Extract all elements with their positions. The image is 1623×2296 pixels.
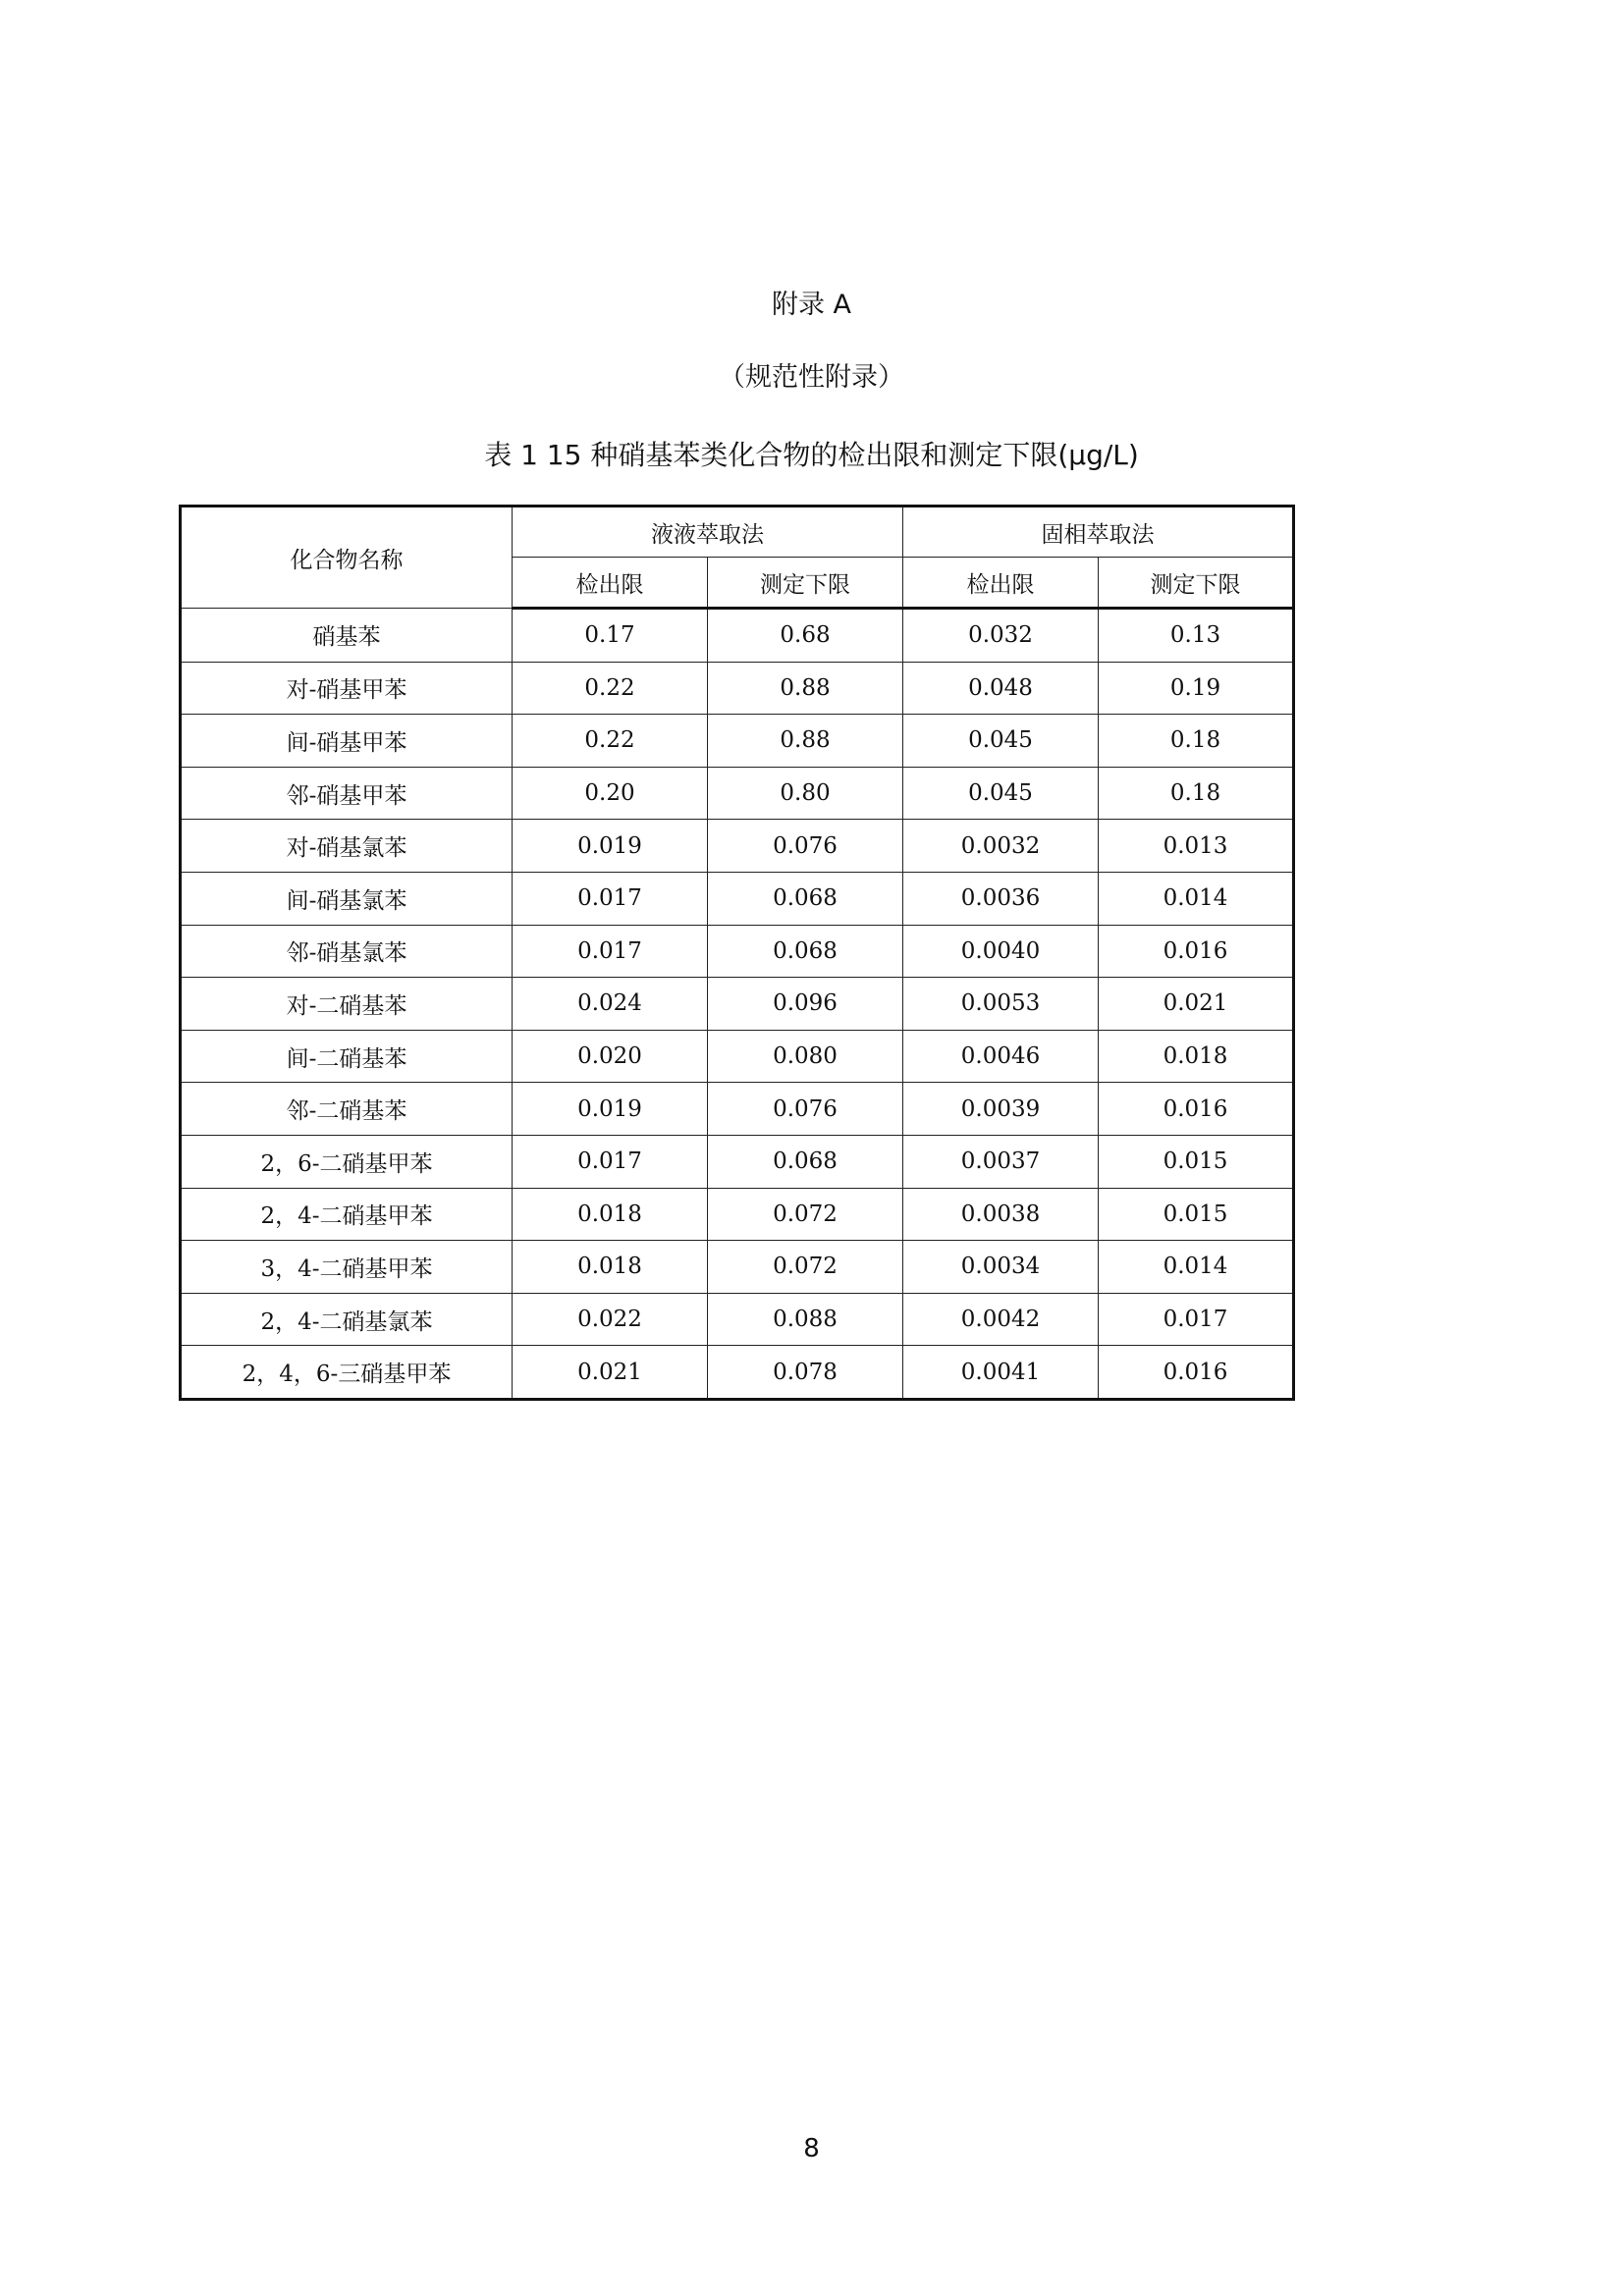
table-row <box>181 715 1294 768</box>
spe-detection-limit-cell: 0.0042 <box>903 1293 1099 1346</box>
table-row <box>181 925 1294 978</box>
compound-name-cell: 邻-硝基氯苯 <box>181 925 513 978</box>
spe-detection-limit-cell: 0.0038 <box>903 1188 1099 1241</box>
header-lle-quantitation-limit: 测定下限 <box>708 558 903 609</box>
table-row <box>181 1241 1294 1294</box>
table-row <box>181 1135 1294 1188</box>
lle-detection-limit-cell: 0.020 <box>513 1030 708 1083</box>
spe-quantitation-limit-cell: 0.19 <box>1099 662 1294 715</box>
spe-quantitation-limit-cell: 0.021 <box>1099 978 1294 1031</box>
spe-quantitation-limit-cell: 0.016 <box>1099 1346 1294 1400</box>
compound-name-cell: 3，4-二硝基甲苯 <box>181 1241 513 1294</box>
spe-detection-limit-cell: 0.0037 <box>903 1135 1099 1188</box>
lle-detection-limit-cell: 0.022 <box>513 1293 708 1346</box>
spe-detection-limit-cell: 0.0036 <box>903 872 1099 925</box>
lle-detection-limit-cell: 0.22 <box>513 715 708 768</box>
spe-detection-limit-cell: 0.0041 <box>903 1346 1099 1400</box>
lle-detection-limit-cell: 0.019 <box>513 1083 708 1136</box>
spe-quantitation-limit-cell: 0.014 <box>1099 872 1294 925</box>
header-spe-quantitation-limit: 测定下限 <box>1099 558 1294 609</box>
lle-quantitation-limit-cell: 0.076 <box>708 820 903 873</box>
lle-quantitation-limit-cell: 0.68 <box>708 609 903 663</box>
lle-detection-limit-cell: 0.021 <box>513 1346 708 1400</box>
lle-quantitation-limit-cell: 0.096 <box>708 978 903 1031</box>
appendix-title: 附录 A <box>771 290 852 320</box>
spe-quantitation-limit-cell: 0.015 <box>1099 1135 1294 1188</box>
spe-detection-limit-cell: 0.045 <box>903 767 1099 820</box>
header-spe-detection-limit: 检出限 <box>903 558 1099 609</box>
lle-detection-limit-cell: 0.018 <box>513 1188 708 1241</box>
table-row <box>181 1346 1294 1400</box>
appendix-note: （规范性附录） <box>719 362 904 393</box>
spe-detection-limit-cell: 0.0053 <box>903 978 1099 1031</box>
compound-name-cell: 对-硝基甲苯 <box>181 662 513 715</box>
compound-name-cell: 间-硝基甲苯 <box>181 715 513 768</box>
compound-name-cell: 2，6-二硝基甲苯 <box>181 1135 513 1188</box>
lle-detection-limit-cell: 0.20 <box>513 767 708 820</box>
lle-detection-limit-cell: 0.017 <box>513 925 708 978</box>
spe-quantitation-limit-cell: 0.014 <box>1099 1241 1294 1294</box>
lle-quantitation-limit-cell: 0.078 <box>708 1346 903 1400</box>
lle-detection-limit-cell: 0.017 <box>513 1135 708 1188</box>
spe-detection-limit-cell: 0.0040 <box>903 925 1099 978</box>
header-lle-detection-limit: 检出限 <box>513 558 708 609</box>
table-row <box>181 767 1294 820</box>
lle-detection-limit-cell: 0.017 <box>513 872 708 925</box>
lle-quantitation-limit-cell: 0.80 <box>708 767 903 820</box>
header-liquid-liquid-extraction: 液液萃取法 <box>513 507 903 558</box>
table-row <box>181 1030 1294 1083</box>
lle-quantitation-limit-cell: 0.88 <box>708 715 903 768</box>
lle-quantitation-limit-cell: 0.88 <box>708 662 903 715</box>
compound-name-cell: 2，4-二硝基甲苯 <box>181 1188 513 1241</box>
compound-name-cell: 对-硝基氯苯 <box>181 820 513 873</box>
page-number: 8 <box>803 2134 820 2163</box>
spe-detection-limit-cell: 0.032 <box>903 609 1099 663</box>
compound-name-cell: 2，4，6-三硝基甲苯 <box>181 1346 513 1400</box>
spe-quantitation-limit-cell: 0.017 <box>1099 1293 1294 1346</box>
table-row <box>181 1188 1294 1241</box>
lle-quantitation-limit-cell: 0.068 <box>708 1135 903 1188</box>
table-row <box>181 1083 1294 1136</box>
spe-detection-limit-cell: 0.0046 <box>903 1030 1099 1083</box>
compound-name-cell: 间-硝基氯苯 <box>181 872 513 925</box>
lle-detection-limit-cell: 0.17 <box>513 609 708 663</box>
table-header-row <box>181 507 1294 558</box>
spe-quantitation-limit-cell: 0.015 <box>1099 1188 1294 1241</box>
lle-quantitation-limit-cell: 0.068 <box>708 925 903 978</box>
spe-detection-limit-cell: 0.045 <box>903 715 1099 768</box>
lle-quantitation-limit-cell: 0.088 <box>708 1293 903 1346</box>
spe-quantitation-limit-cell: 0.013 <box>1099 820 1294 873</box>
spe-quantitation-limit-cell: 0.13 <box>1099 609 1294 663</box>
spe-quantitation-limit-cell: 0.018 <box>1099 1030 1294 1083</box>
lle-detection-limit-cell: 0.22 <box>513 662 708 715</box>
lle-quantitation-limit-cell: 0.072 <box>708 1188 903 1241</box>
header-compound-name: 化合物名称 <box>181 507 513 609</box>
lle-detection-limit-cell: 0.024 <box>513 978 708 1031</box>
compound-name-cell: 硝基苯 <box>181 609 513 663</box>
spe-detection-limit-cell: 0.0032 <box>903 820 1099 873</box>
lle-quantitation-limit-cell: 0.080 <box>708 1030 903 1083</box>
table-row <box>181 609 1294 663</box>
table-row <box>181 820 1294 873</box>
spe-quantitation-limit-cell: 0.016 <box>1099 925 1294 978</box>
table-caption: 表 1 15 种硝基苯类化合物的检出限和测定下限(μg/L) <box>484 439 1139 471</box>
spe-detection-limit-cell: 0.048 <box>903 662 1099 715</box>
compound-name-cell: 邻-二硝基苯 <box>181 1083 513 1136</box>
compound-name-cell: 邻-硝基甲苯 <box>181 767 513 820</box>
detection-limit-table <box>179 505 1295 1401</box>
lle-detection-limit-cell: 0.018 <box>513 1241 708 1294</box>
header-solid-phase-extraction: 固相萃取法 <box>903 507 1294 558</box>
compound-name-cell: 间-二硝基苯 <box>181 1030 513 1083</box>
spe-detection-limit-cell: 0.0034 <box>903 1241 1099 1294</box>
compound-name-cell: 对-二硝基苯 <box>181 978 513 1031</box>
table-row <box>181 872 1294 925</box>
lle-detection-limit-cell: 0.019 <box>513 820 708 873</box>
lle-quantitation-limit-cell: 0.076 <box>708 1083 903 1136</box>
table-row <box>181 978 1294 1031</box>
spe-quantitation-limit-cell: 0.18 <box>1099 767 1294 820</box>
spe-quantitation-limit-cell: 0.18 <box>1099 715 1294 768</box>
lle-quantitation-limit-cell: 0.072 <box>708 1241 903 1294</box>
spe-detection-limit-cell: 0.0039 <box>903 1083 1099 1136</box>
compound-name-cell: 2，4-二硝基氯苯 <box>181 1293 513 1346</box>
spe-quantitation-limit-cell: 0.016 <box>1099 1083 1294 1136</box>
table-row <box>181 1293 1294 1346</box>
lle-quantitation-limit-cell: 0.068 <box>708 872 903 925</box>
table-body <box>181 609 1294 1400</box>
table-row <box>181 662 1294 715</box>
